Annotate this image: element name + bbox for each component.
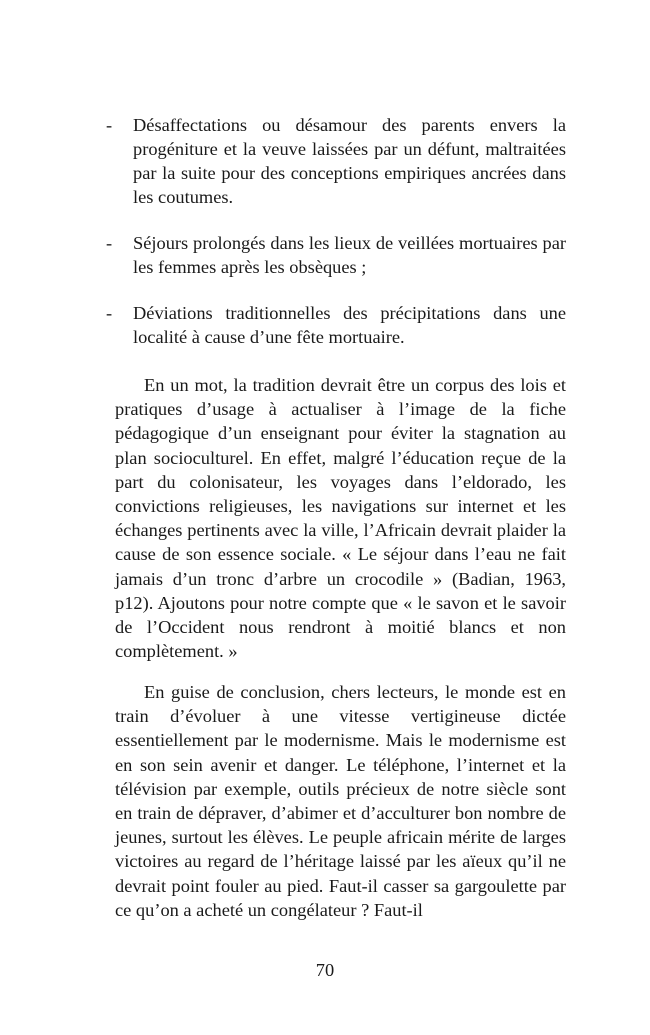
bullet-dash: - — [106, 233, 113, 253]
bullet-text: Séjours prolongés dans les lieux de veillées mortuaires par les femmes après les obsèques ; — [133, 233, 566, 277]
list-item — [106, 113, 566, 209]
page-number: 70 — [315, 960, 335, 980]
bullet-dash: - — [106, 303, 113, 323]
paragraph-tradition: En un mot, la tradition devrait être un corpus des lois et pratiques d’usage à actualiser à l’image de la fiche pédagogique d’un enseignant pour éviter la stagnation au plan socioculturel. En effet, malgré l’éducation reçue de la part du colonisateur, les voyages dans l’eldorado, les convictions religieuses, les navigations sur internet et les échanges pertinents avec la ville, l’Africain devrait plaider la cause de son essence sociale. « Le séjour dans l’eau ne fait jamais d’un tronc d’arbre un crocodile » (Badian, 1963, p12). Ajoutons pour notre compte que « le savon et le savoir de l’Occident nous rendront à moitié blancs et non complètement. » — [115, 375, 566, 662]
bullet-dash: - — [106, 115, 113, 135]
list-item — [106, 231, 566, 279]
list-item — [106, 301, 566, 349]
bullet-list — [106, 113, 566, 371]
bullet-text: Désaffectations ou désamour des parents envers la progéniture et la veuve laissées par un défunt, maltraitées par la suite pour des conceptions empiriques ancrées dans les coutumes. — [133, 115, 566, 207]
paragraph-conclusion: En guise de conclusion, chers lecteurs, le monde est en train d’évoluer à une vitesse vertigineuse dictée essentiellement par le modernisme. Mais le modernisme est en son sein avenir et danger. Le téléphone, l’internet et la télévision par exemple, outils précieux de notre siècle sont en train de dépraver, d’abimer et d’acculturer bon nombre de jeunes, surtout les élèves. Le peuple africain mérite de larges victoires au regard de l’héritage laissé par les aïeux qu’il ne devrait point fouler au pied. Faut-il casser sa gargoulette par ce qu’on a acheté un congélateur ? Faut-il — [115, 682, 566, 920]
bullet-text: Déviations traditionnelles des précipitations dans une localité à cause d’une fête mortuaire. — [133, 303, 566, 347]
